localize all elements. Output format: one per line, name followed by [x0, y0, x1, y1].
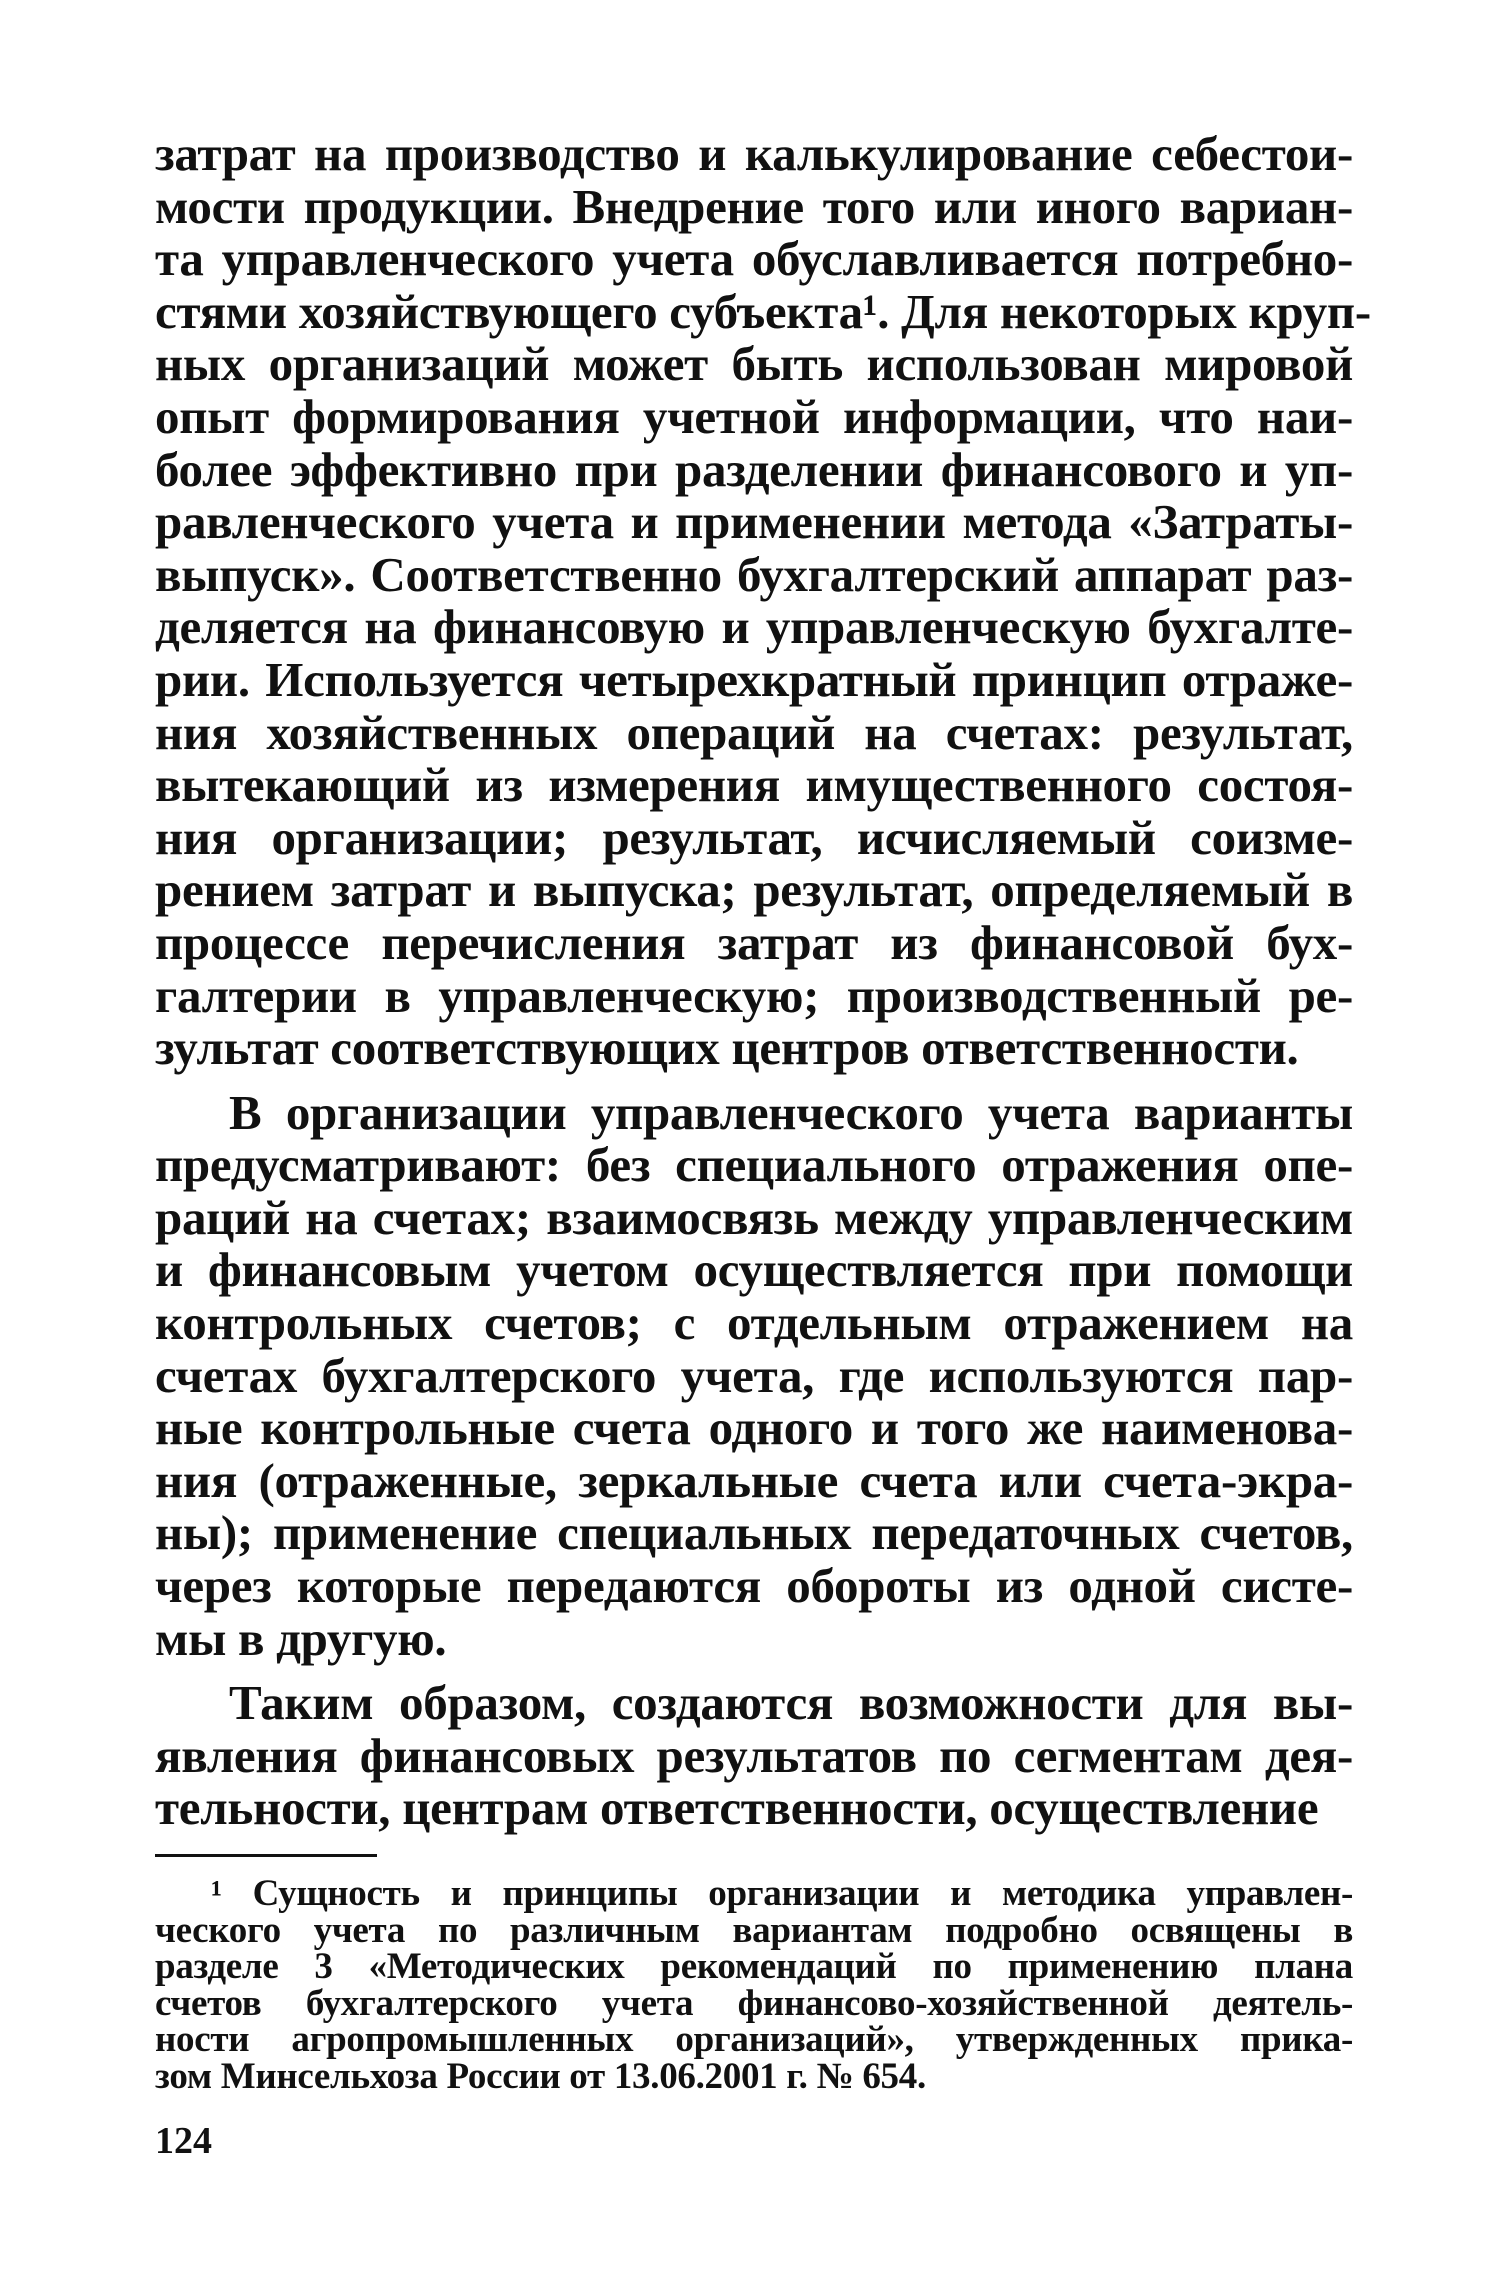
footnote-separator — [155, 1854, 377, 1857]
text-line: Таким образом, создаются возможности для вы- — [229, 1675, 1353, 1731]
text-line: явления финансовых результатов по сегментам дея- — [155, 1727, 1353, 1783]
footnote-text: Сущность и принципы организации и методика управлен- — [252, 1873, 1353, 1914]
text-line: равленческого учета и применении метода «Затраты- — [155, 494, 1353, 550]
text-line: стями хозяйствующего субъекта¹. Для некоторых круп- — [155, 283, 1371, 339]
text-line: рением затрат и выпуска; результат, определяемый в — [155, 862, 1353, 918]
text-line: рии. Используется четырехкратный принцип отраже- — [155, 651, 1353, 707]
text-line: счетах бухгалтерского учета, где используются пар- — [155, 1347, 1353, 1403]
text-line: вытекающий из измерения имущественного состоя- — [155, 757, 1353, 813]
text-line: та управленческого учета обуславливается потребно- — [155, 231, 1353, 287]
footnote-line: счетов бухгалтерского учета финансово-хозяйственной деятель- — [155, 1982, 1353, 2024]
text-line: и финансовым учетом осуществляется при помощи — [155, 1242, 1353, 1298]
text-line: мости продукции. Внедрение того или иного вариан- — [155, 178, 1353, 234]
text-line: опыт формирования учетной информации, что наи- — [155, 388, 1353, 444]
text-line: процессе перечисления затрат из финансовой бух- — [155, 914, 1353, 970]
text-line: тельности, центрам ответственности, осуществление — [155, 1780, 1319, 1836]
text-line: ния (отраженные, зеркальные счета или счета-экра- — [155, 1452, 1353, 1508]
text-line: ные контрольные счета одного и того же наименова- — [155, 1400, 1353, 1456]
text-line: контрольных счетов; с отдельным отражением на — [155, 1295, 1353, 1351]
text-line: раций на счетах; взаимосвязь между управленческим — [155, 1189, 1353, 1245]
text-line: деляется на финансовую и управленческую бухгалте- — [155, 599, 1353, 655]
text-line: ных организаций может быть использован мировой — [155, 336, 1353, 392]
paragraph-1 — [155, 126, 1371, 1076]
text-line: ны); применение специальных передаточных счетов, — [155, 1505, 1353, 1561]
footnote — [155, 1873, 1353, 2097]
text-line: предусматривают: без специального отражения опе- — [155, 1137, 1353, 1193]
text-line: мы в другую. — [155, 1610, 447, 1666]
paragraph-3 — [155, 1677, 1353, 1835]
text-line: ния хозяйственных операций на счетах: результат, — [155, 704, 1353, 760]
footnote-line: зом Минсельхоза России от 13.06.2001 г. № 654. — [155, 2055, 926, 2097]
text-line: В организации управленческого учета варианты — [229, 1084, 1353, 1140]
text-line: галтерии в управленческую; производственный ре- — [155, 967, 1353, 1023]
text-line: затрат на производство и калькулирование себестои- — [155, 126, 1353, 181]
text-line: через которые передаются обороты из одной систе- — [155, 1558, 1353, 1614]
footnote-line: разделе 3 «Методических рекомендаций по применению плана — [155, 1946, 1353, 1987]
main-text — [155, 126, 1371, 1836]
footnote-line: ности агропромышленных организаций», утвержденных прика- — [155, 2019, 1353, 2060]
footnote-marker: ¹ — [211, 1873, 253, 1914]
footnote-line: ческого учета по различным вариантам подробно освящены в — [155, 1909, 1353, 1951]
text-line: более эффективно при разделении финансового и уп- — [155, 441, 1353, 497]
paragraph-2 — [155, 1084, 1353, 1666]
page-number: 124 — [155, 2120, 212, 2162]
page-body — [155, 126, 1371, 1847]
footnote-line — [155, 1873, 1353, 1914]
text-line: ния организации; результат, исчисляемый соизме- — [155, 809, 1353, 865]
text-line: зультат соответствующих центров ответственности. — [155, 1020, 1299, 1076]
text-line: выпуск». Соответственно бухгалтерский аппарат раз- — [155, 546, 1353, 602]
